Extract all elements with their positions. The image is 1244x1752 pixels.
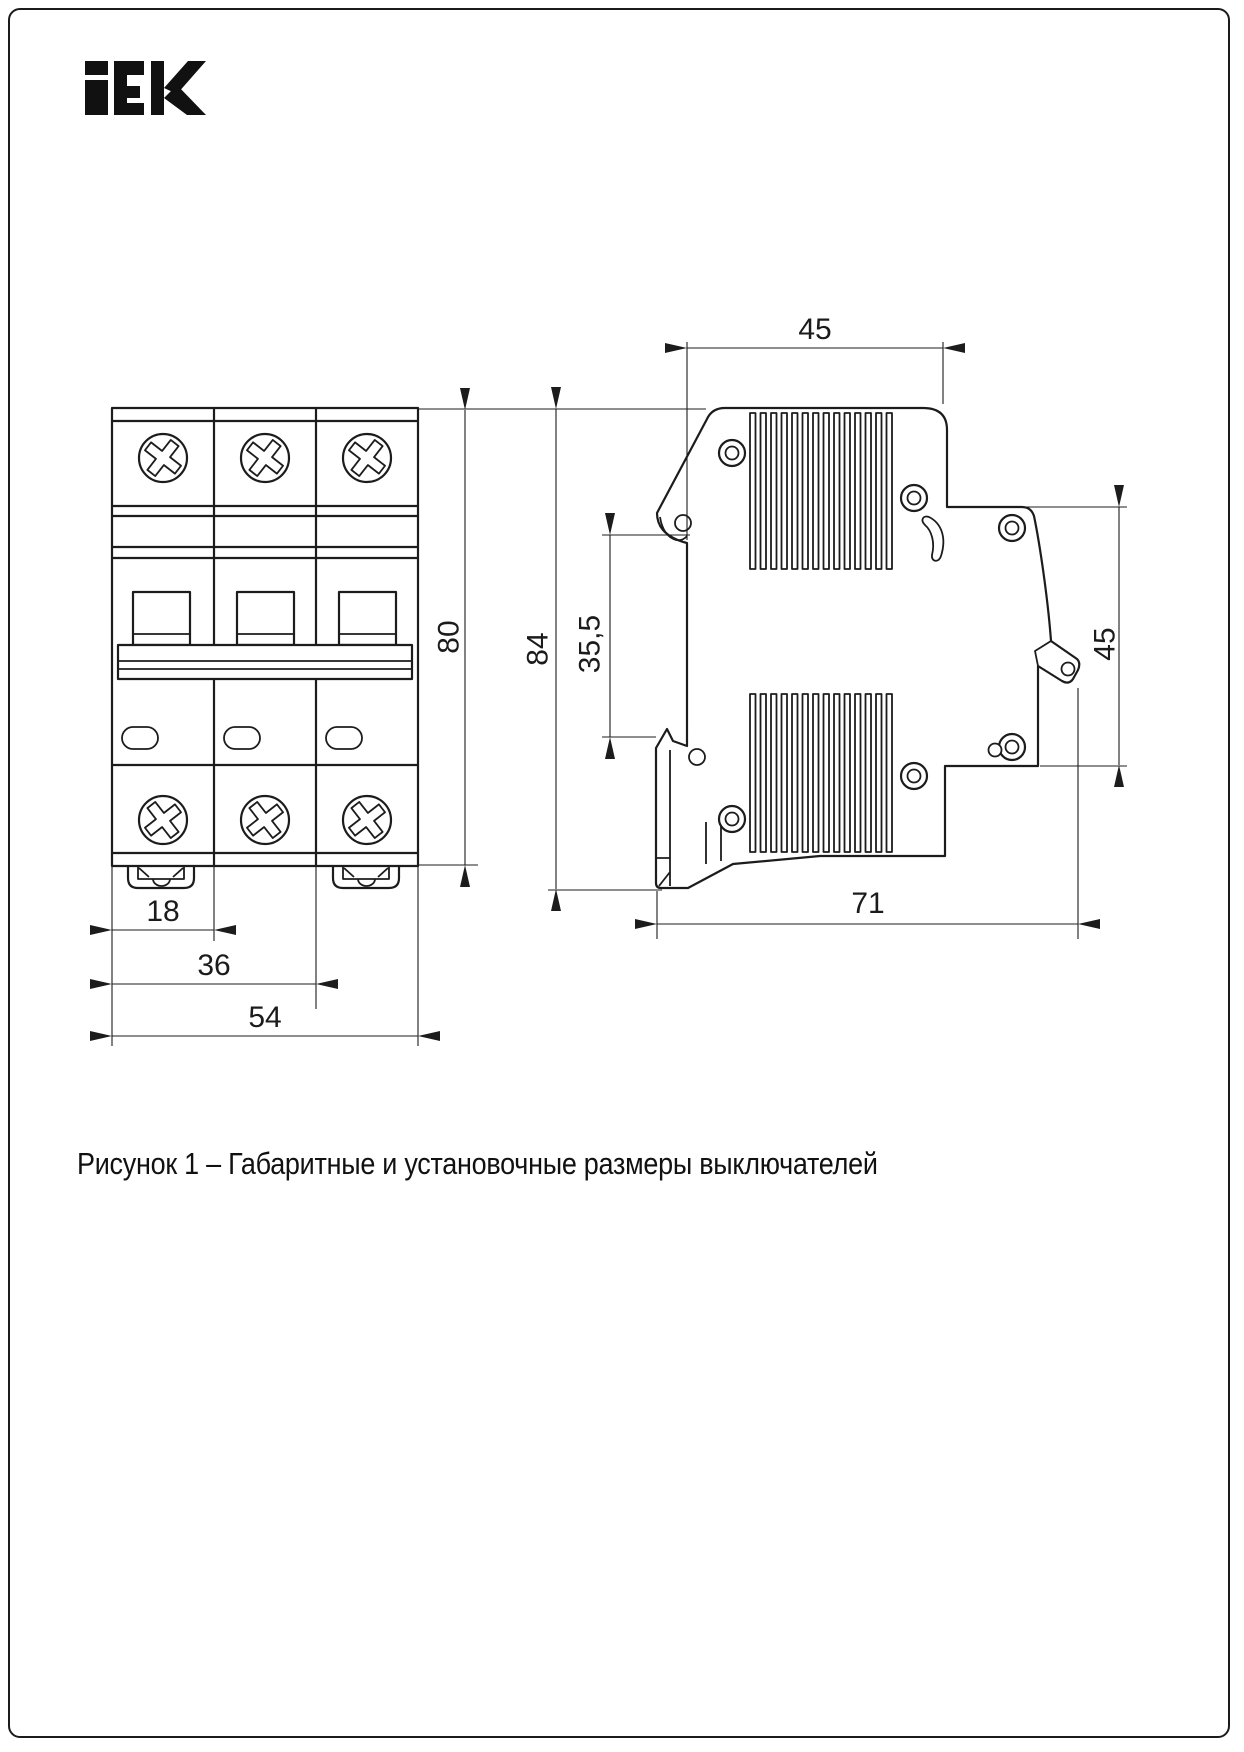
- rivet-icon: [999, 734, 1025, 760]
- side-view: [418, 313, 1127, 939]
- hole-icon: [989, 744, 1002, 757]
- din-clips-front: [128, 866, 399, 888]
- dim-side-back-height: [1089, 507, 1122, 765]
- dim-front-height: [433, 410, 466, 865]
- dim-side-depth: [657, 887, 1078, 924]
- dim-label-71: 71: [851, 887, 885, 920]
- dim-label-45-right: 45: [1088, 627, 1122, 661]
- rivet-icon: [719, 806, 745, 832]
- dim-front-module: [112, 895, 214, 930]
- hole-icon: [1062, 663, 1075, 676]
- toggle-handles: [133, 592, 396, 645]
- dim-label-35-5: 35,5: [573, 614, 607, 674]
- rivet-icon: [901, 763, 927, 789]
- figure-caption: Рисунок 1 – Габаритные и установочные размеры выключателей: [77, 1146, 878, 1181]
- rivet-icon: [999, 515, 1025, 541]
- dim-front-total-width: [112, 1001, 418, 1036]
- dim-label-36: 36: [197, 949, 231, 982]
- rivet-icon: [901, 485, 927, 511]
- terminal-screws-top: [136, 431, 393, 484]
- dim-label-45-top: 45: [798, 313, 832, 346]
- front-view: [112, 408, 478, 1046]
- dim-side-height: [522, 409, 557, 889]
- dim-label-54: 54: [248, 1001, 282, 1034]
- front-extension-lines: [112, 865, 478, 1046]
- dim-label-80: 80: [432, 620, 466, 654]
- terminal-screws-bottom: [136, 793, 393, 846]
- dim-side-top-depth: [687, 313, 943, 348]
- hole-icon: [675, 515, 691, 531]
- dim-label-18: 18: [146, 895, 180, 928]
- rivet-icon: [719, 440, 745, 466]
- hole-icon: [689, 749, 705, 765]
- dim-side-rail: [574, 535, 611, 737]
- handle-tie-bar: [118, 645, 412, 679]
- dim-front-two-modules: [112, 949, 316, 984]
- dim-label-84: 84: [521, 632, 555, 666]
